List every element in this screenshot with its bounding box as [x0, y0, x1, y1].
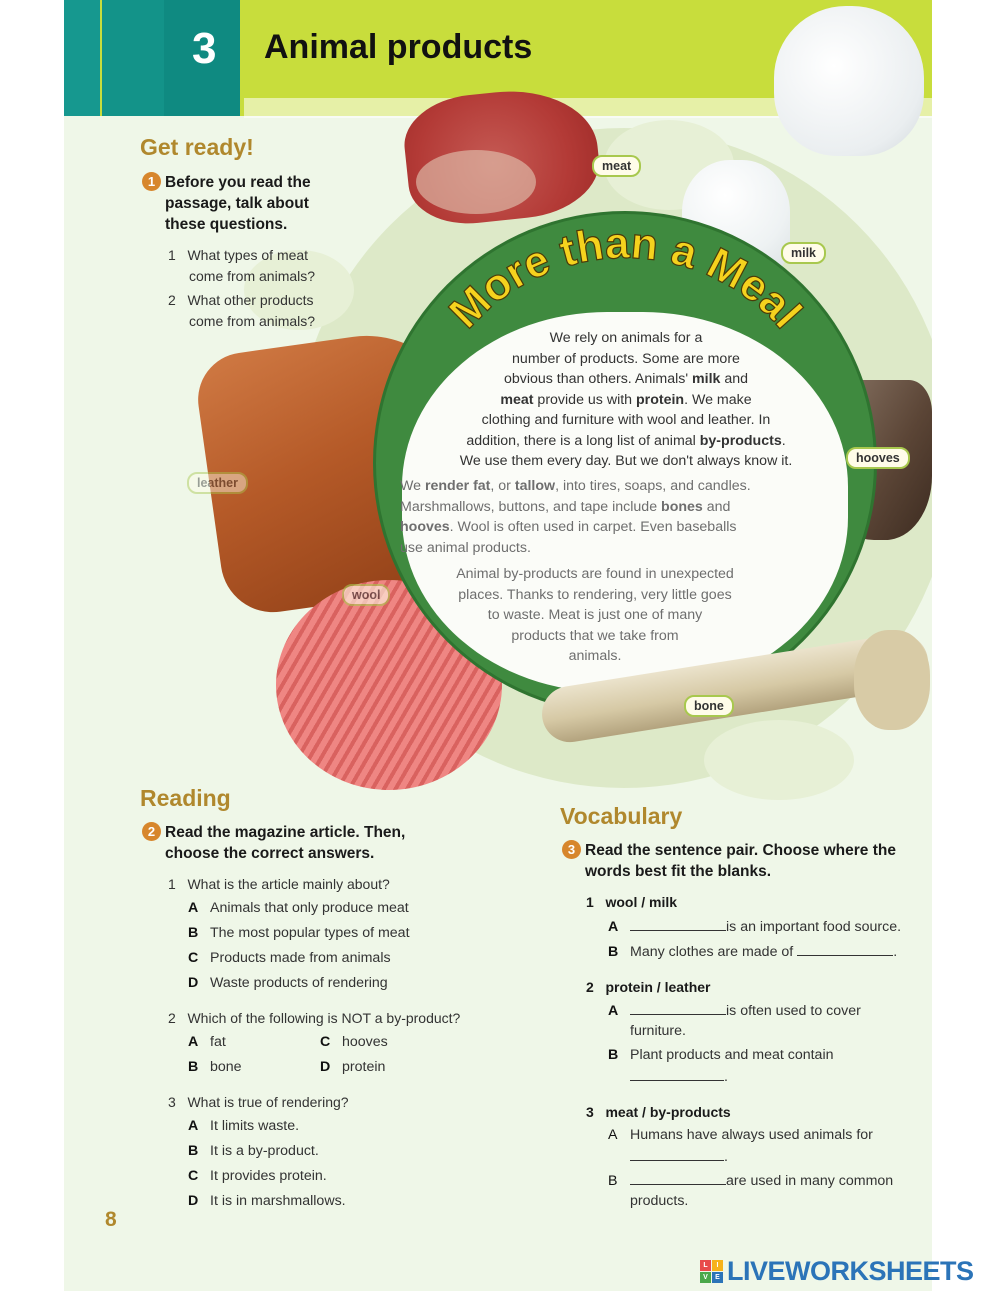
label-leather: leather	[187, 472, 248, 494]
vocabulary-heading: Vocabulary	[560, 803, 683, 829]
get-ready-question-1: 1 What types of meat come from animals?	[168, 247, 316, 284]
vocab-item-1-pair: 1 wool / milk	[586, 894, 678, 910]
logo-letter-tile: I	[712, 1260, 723, 1271]
vocab-item-3-sentence-a-blank: .	[630, 1148, 728, 1165]
get-ready-heading: Get ready!	[140, 134, 254, 160]
background-petal	[704, 720, 854, 800]
vocabulary-instruction: 3 Read the sentence pair. Choose where the words best fit the blanks.	[562, 840, 932, 882]
vocab-item-1-sentence-b: B Many clothes are made of .	[608, 944, 898, 960]
logo-letter-tile: V	[700, 1272, 711, 1283]
reading-instruction: 2 Read the magazine article. Then, choose the correct answers.	[142, 822, 472, 864]
answer-blank[interactable]	[630, 1148, 724, 1161]
article-paragraph-1: We rely on animals for a number of products. Some are more obvious than others. Animals' milk and meat provide us with protein. We make clothing and furniture with wool and leather. In addition, there is a long list of animal by-products. We use them every day. But we don't always know it.	[459, 330, 793, 469]
article-paragraph-2: We render fat, or tallow, into tires, soaps, and candles. Marshmallows, buttons, and tape include bones and hooves. Wool is often used in carpet. Even baseballs use animal products.	[400, 478, 751, 556]
reading-q3-option-b[interactable]: B It is a by-product.	[188, 1143, 319, 1159]
answer-blank[interactable]	[630, 1002, 726, 1015]
vocab-item-3-sentence-b: B are used in many common	[608, 1173, 894, 1189]
logo-letter-tile: L	[700, 1260, 711, 1271]
vocab-item-2-pair: 2 protein / leather	[586, 979, 711, 995]
task-number-badge: 3	[562, 840, 581, 859]
reading-question-1: 1 What is the article mainly about?	[168, 876, 390, 892]
answer-blank[interactable]	[630, 918, 726, 931]
answer-blank[interactable]	[797, 943, 893, 956]
label-wool: wool	[342, 584, 390, 606]
task-number-badge: 2	[142, 822, 161, 841]
vocab-item-2-sentence-b-blank: .	[630, 1068, 728, 1085]
reading-heading: Reading	[140, 785, 231, 811]
vocab-item-2-sentence-a: A is often used to cover	[608, 1003, 861, 1019]
reading-q2-option-c[interactable]: C hooves	[320, 1034, 388, 1050]
vocab-item-3-sentence-a: A Humans have always used animals for	[608, 1127, 873, 1143]
reading-q2-option-a[interactable]: A fat	[188, 1034, 226, 1050]
reading-q1-option-b[interactable]: B The most popular types of meat	[188, 925, 410, 941]
chapter-title: Animal products	[264, 28, 533, 66]
get-ready-question-2: 2 What other products come from animals?	[168, 292, 316, 329]
label-bone: bone	[684, 695, 734, 717]
milk-jug-image	[774, 6, 924, 156]
article-title: More than a Meal	[440, 218, 812, 338]
header-teal-stripe	[64, 0, 100, 116]
liveworksheets-logo	[700, 1256, 974, 1287]
chapter-number: 3	[192, 24, 217, 73]
task-number-badge: 1	[142, 172, 161, 191]
page-number: 8	[105, 1208, 117, 1231]
reading-q1-option-a[interactable]: A Animals that only produce meat	[188, 900, 409, 916]
label-milk: milk	[781, 242, 826, 264]
reading-q3-option-c[interactable]: C It provides protein.	[188, 1168, 327, 1184]
vocab-item-1-sentence-a: A is an important food source.	[608, 919, 902, 935]
reading-q3-option-a[interactable]: A It limits waste.	[188, 1118, 300, 1134]
reading-question-3: 3 What is true of rendering?	[168, 1094, 349, 1110]
logo-text: LIVEWORKSHEETS	[727, 1256, 974, 1286]
logo-letter-tile: E	[712, 1272, 723, 1283]
reading-q3-option-d[interactable]: D It is in marshmallows.	[188, 1193, 346, 1209]
reading-q2-option-d[interactable]: D protein	[320, 1059, 386, 1075]
answer-blank[interactable]	[630, 1068, 724, 1081]
answer-blank[interactable]	[630, 1172, 726, 1185]
reading-q1-option-d[interactable]: D Waste products of rendering	[188, 975, 388, 991]
vocab-item-3-pair: 3 meat / by-products	[586, 1104, 731, 1120]
worksheet-page	[64, 0, 932, 1291]
get-ready-instruction: 1 Before you read the passage, talk about these questions.	[142, 172, 342, 235]
vocab-item-2-sentence-a-continued: furniture.	[630, 1023, 686, 1039]
reading-question-2: 2 Which of the following is NOT a by-product?	[168, 1010, 461, 1026]
reading-q2-option-b[interactable]: B bone	[188, 1059, 242, 1075]
label-meat: meat	[592, 155, 641, 177]
vocab-item-3-sentence-b-continued: products.	[630, 1193, 689, 1209]
reading-q1-option-c[interactable]: C Products made from animals	[188, 950, 391, 966]
article-paragraph-3: Animal by-products are found in unexpected places. Thanks to rendering, very little goes to waste. Meat is just one of many products that we take from animals.	[456, 566, 734, 664]
label-hooves: hooves	[846, 447, 910, 469]
logo-icon	[700, 1260, 723, 1283]
vocab-item-2-sentence-b: B Plant products and meat contain	[608, 1047, 834, 1063]
meat-fat-detail	[416, 150, 536, 214]
bone-end-detail	[854, 630, 930, 730]
